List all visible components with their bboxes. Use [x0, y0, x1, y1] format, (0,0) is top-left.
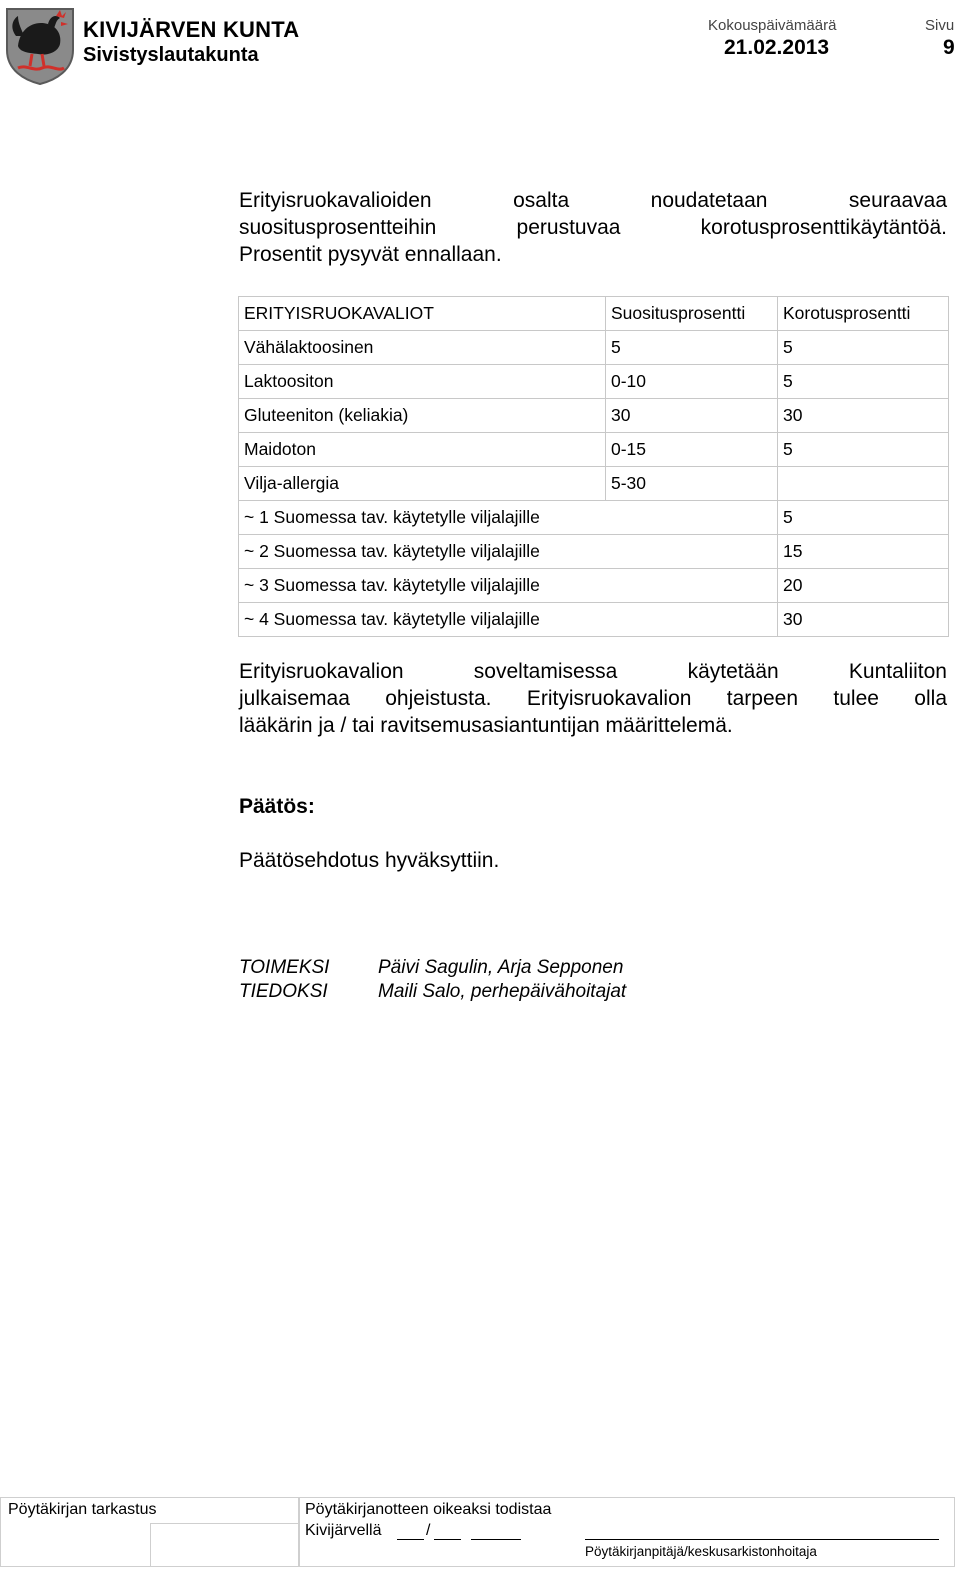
table-row [239, 399, 949, 433]
guidance-paragraph [239, 658, 947, 739]
table-cell: 5 [778, 433, 949, 467]
table-cell: 0-10 [606, 365, 778, 399]
organization-unit: Sivistyslautakunta [83, 44, 259, 66]
table-cell: 5 [778, 331, 949, 365]
guidance-line: lääkärin ja / tai ravitsemusasiantuntijan määrittelemä. [239, 714, 733, 737]
signer-label: Pöytäkirjanpitäjä/keskusarkistonhoitaja [585, 1544, 817, 1559]
table-cell: 30 [778, 399, 949, 433]
footer-signature-block [0, 1497, 960, 1581]
guidance-line: julkaisemaa ohjeistusta. Erityisruokavalion tarpeen tulee olla [239, 687, 947, 710]
table-row [239, 433, 949, 467]
table-cell: 5-30 [606, 467, 778, 501]
date-separator: / [426, 1522, 431, 1539]
table-cell: ~ 2 Suomessa tav. käytetylle viljalajille [239, 535, 778, 569]
table-header-row [239, 297, 949, 331]
decision-text: Päätösehdotus hyväksyttiin. [239, 849, 500, 872]
intro-line: Erityisruokavalioiden osalta noudatetaan seuraavaa [239, 189, 947, 212]
table-header-cell: Korotusprosentti [778, 297, 949, 331]
table-row [239, 331, 949, 365]
meeting-date-label: Kokouspäivämäärä [708, 17, 837, 34]
table-header-cell: Suositusprosentti [606, 297, 778, 331]
table-cell: 15 [778, 535, 949, 569]
table-cell: Vilja-allergia [239, 467, 606, 501]
intro-paragraph [239, 187, 947, 268]
info-label: TIEDOKSI [239, 981, 328, 1002]
table-cell: ~ 4 Suomessa tav. käytetylle viljalajille [239, 603, 778, 637]
table-cell: Maidoton [239, 433, 606, 467]
table-cell: Vähälaktoosinen [239, 331, 606, 365]
table-cell: 0-15 [606, 433, 778, 467]
table-cell: 30 [778, 603, 949, 637]
table-row [239, 501, 949, 535]
guidance-line: Erityisruokavalion soveltamisessa käytetään Kuntaliiton [239, 660, 947, 683]
page-number-label: Sivu [925, 17, 955, 34]
table-cell: ~ 3 Suomessa tav. käytetylle viljalajille [239, 569, 778, 603]
table-cell [778, 467, 949, 501]
action-names: Päivi Sagulin, Arja Sepponen [378, 957, 624, 978]
table-cell: 5 [778, 501, 949, 535]
table-row [239, 569, 949, 603]
place-label: Kivijärvellä [305, 1522, 382, 1539]
info-names: Maili Salo, perhepäivähoitajat [378, 981, 627, 1002]
table-cell: 20 [778, 569, 949, 603]
organization-name: KIVIJÄRVEN KUNTA [83, 17, 300, 42]
table-row [239, 603, 949, 637]
special-diet-table [238, 296, 949, 637]
municipal-crest-logo [4, 6, 76, 86]
review-label: Pöytäkirjan tarkastus [8, 1501, 157, 1518]
intro-line: Prosentit pysyvät ennallaan. [239, 243, 502, 266]
review-signature-box [150, 1523, 300, 1567]
day-blank-line [397, 1539, 424, 1540]
table-row [239, 535, 949, 569]
signature-line [585, 1539, 939, 1540]
intro-line: suositusprosentteihin perustuvaa korotusprosenttikäytäntöä. [239, 216, 947, 239]
certification-label: Pöytäkirjanotteen oikeaksi todistaa [305, 1501, 552, 1518]
month-blank-line [434, 1539, 461, 1540]
table-cell: 5 [606, 331, 778, 365]
table-header-cell: ERITYISRUOKAVALIOT [239, 297, 606, 331]
decision-heading: Päätös: [239, 795, 315, 818]
table-row [239, 467, 949, 501]
table-cell: 30 [606, 399, 778, 433]
meeting-date-value: 21.02.2013 [724, 36, 830, 59]
table-row [239, 365, 949, 399]
action-label: TOIMEKSI [239, 957, 330, 978]
table-cell: Gluteeniton (keliakia) [239, 399, 606, 433]
table-cell: Laktoositon [239, 365, 606, 399]
table-cell: ~ 1 Suomessa tav. käytetylle viljalajille [239, 501, 778, 535]
table-cell: 5 [778, 365, 949, 399]
page-number-value: 9 [943, 36, 955, 59]
year-blank-line [471, 1539, 521, 1540]
